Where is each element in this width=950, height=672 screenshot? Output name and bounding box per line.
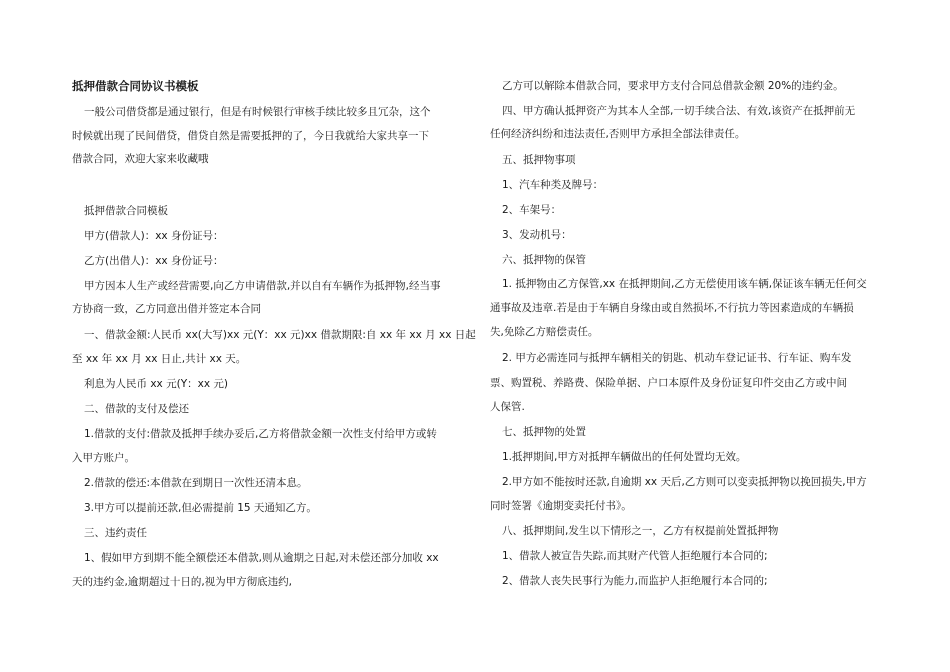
- text-line: 3.甲方可以提前还款,但必需提前 15 天通知乙方。: [84, 502, 317, 514]
- text-line: 六、抵押物的保管: [502, 254, 586, 266]
- text-line: 二、借款的支付及偿还: [84, 403, 189, 415]
- document-title: 抵押借款合同协议书模板: [72, 79, 199, 93]
- text-line: 同时签署《逾期变卖托付书》。: [490, 500, 632, 512]
- text-line: 天的违约金,逾期超过十日的,视为甲方彻底违约,: [72, 576, 293, 588]
- text-line: 乙方可以解除本借款合同，要求甲方支付合同总借款金额 20%的违约金。: [502, 80, 844, 92]
- text-line: 1、借款人被宣告失踪,而其财产代管人拒绝履行本合同的;: [502, 550, 768, 562]
- text-line: 八、抵押期间,发生以下情形之一，乙方有权提前处置抵押物: [502, 525, 779, 537]
- text-line: 1、假如甲方到期不能全额偿还本借款,则从逾期之日起,对未偿还部分加收 xx: [84, 552, 439, 564]
- text-line: 票、购置税、养路费、保险单据、户口本原件及身份证复印件交由乙方或中间: [490, 377, 847, 389]
- text-line: 1. 抵押物由乙方保管,xx 在抵押期间,乙方无偿使用该车辆,保证该车辆无任何交: [502, 278, 867, 290]
- text-line: 借款合同，欢迎大家来收藏哦: [72, 153, 209, 165]
- text-line: 一般公司借贷都是通过银行，但是有时候银行审核手续比较多且冗杂，这个: [84, 106, 431, 118]
- text-line: 利息为人民币 xx 元(Y：xx 元): [84, 378, 228, 390]
- text-line: 至 xx 年 xx 月 xx 日止,共计 xx 天。: [72, 353, 247, 365]
- text-line: 五、抵押物事项: [502, 154, 576, 166]
- text-line: 任何经济纠纷和违法责任,否则甲方承担全部法律责任。: [490, 128, 746, 140]
- text-line: 1.抵押期间,甲方对抵押车辆做出的任何处置均无效。: [502, 451, 747, 463]
- text-line: 人保管.: [490, 401, 525, 413]
- text-line: 2. 甲方必需连同与抵押车辆相关的钥匙、机动车登记证书、行车证、购车发: [502, 352, 852, 364]
- text-line: 失,免除乙方赔偿责任。: [490, 326, 599, 338]
- text-line: 一、借款金额:人民币 xx(大写)xx 元(Y：xx 元)xx 借款期限:自 xx 年 xx 月 xx 日起: [84, 329, 476, 341]
- text-line: 方协商一致，乙方同意出借并签定本合同: [72, 303, 261, 315]
- text-line: 1、汽车种类及牌号：: [502, 179, 604, 191]
- text-line: 2、借款人丧失民事行为能力,而监护人拒绝履行本合同的;: [502, 575, 768, 587]
- text-line: 时候就出现了民间借贷，借贷自然是需要抵押的了，今日我就给大家共享一下: [72, 130, 429, 142]
- text-line: 三、违约责任: [84, 527, 147, 539]
- text-line: 乙方(出借人)：xx 身份证号：: [84, 255, 224, 267]
- text-line: 1.借款的支付:借款及抵押手续办妥后,乙方将借款金额一次性支付给甲方或转: [84, 428, 437, 440]
- text-line: 3、发动机号：: [502, 229, 572, 241]
- text-line: 通事故及违章.若是由于车辆自身缘由或自然损坏,不行抗力等因素造成的车辆损: [490, 302, 854, 314]
- text-line: 抵押借款合同模板: [84, 205, 168, 217]
- text-line: 入甲方账户。: [72, 452, 135, 464]
- text-line: 2.借款的偿还:本借款在到期日一次性还清本息。: [84, 477, 308, 489]
- text-line: 甲方因本人生产或经营需要,向乙方申请借款,并以自有车辆作为抵押物,经当事: [84, 280, 441, 292]
- text-line: 2、车架号：: [502, 204, 562, 216]
- text-line: 四、甲方确认抵押资产为其本人全部,一切手续合法、有效,该资产在抵押前无: [502, 105, 856, 117]
- text-line: 2.甲方如不能按时还款,自逾期 xx 天后,乙方则可以变卖抵押物以挽回损失,甲方: [502, 476, 867, 488]
- text-line: 七、抵押物的处置: [502, 426, 586, 438]
- text-line: 甲方(借款人)：xx 身份证号：: [84, 230, 224, 242]
